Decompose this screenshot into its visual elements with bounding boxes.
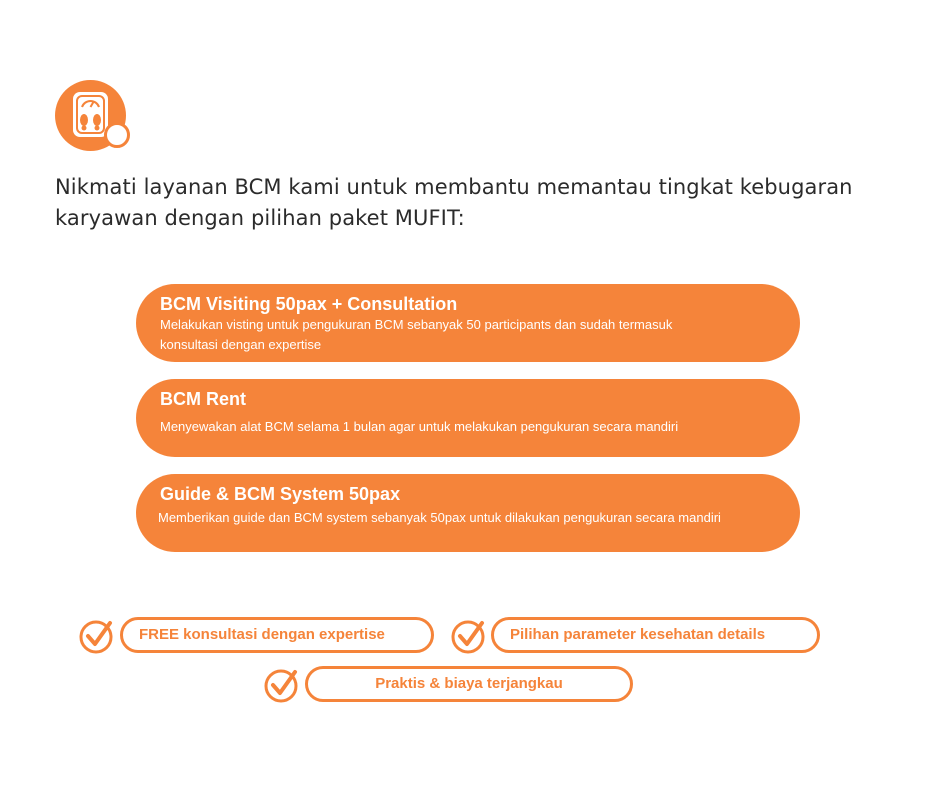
intro-line-1: Nikmati layanan BCM kami untuk membantu memantau tingkat kebugaran — [55, 175, 853, 199]
check-circle-icon — [264, 667, 300, 703]
package-title: BCM Visiting 50pax + Consultation — [160, 294, 458, 314]
intro-line-2: karyawan dengan pilihan paket MUFIT: — [55, 206, 465, 230]
package-card-guide-bcm-system[interactable] — [136, 474, 800, 552]
package-description: Memberikan guide dan BCM system sebanyak 50pax untuk dilakukan pengukuran secara mandiri — [158, 510, 721, 525]
benefit-label: FREE konsultasi dengan expertise — [139, 626, 385, 643]
check-circle-icon — [451, 618, 487, 654]
package-title: BCM Rent — [160, 389, 246, 409]
package-card-bcm-rent[interactable] — [136, 379, 800, 457]
package-title: Guide & BCM System 50pax — [160, 484, 401, 504]
benefit-pill-practical-affordable — [305, 666, 633, 702]
logo-badge-dot — [104, 122, 130, 148]
intro-text — [55, 172, 915, 234]
package-card-bcm-visiting[interactable] — [136, 284, 800, 362]
benefit-label: Praktis & biaya terjangkau — [375, 675, 563, 692]
benefit-label: Pilihan parameter kesehatan details — [510, 626, 766, 643]
check-circle-icon — [79, 618, 115, 654]
package-description-line-2: konsultasi dengan expertise — [160, 337, 322, 352]
package-description-line-1: Melakukan visting untuk pengukuran BCM sebanyak 50 participants dan sudah termasuk — [160, 317, 673, 332]
package-description — [160, 315, 780, 355]
package-description: Menyewakan alat BCM selama 1 bulan agar untuk melakukan pengukuran secara mandiri — [160, 419, 679, 434]
benefit-pill-health-parameters — [491, 617, 820, 653]
benefit-pill-free-consultation — [120, 617, 434, 653]
